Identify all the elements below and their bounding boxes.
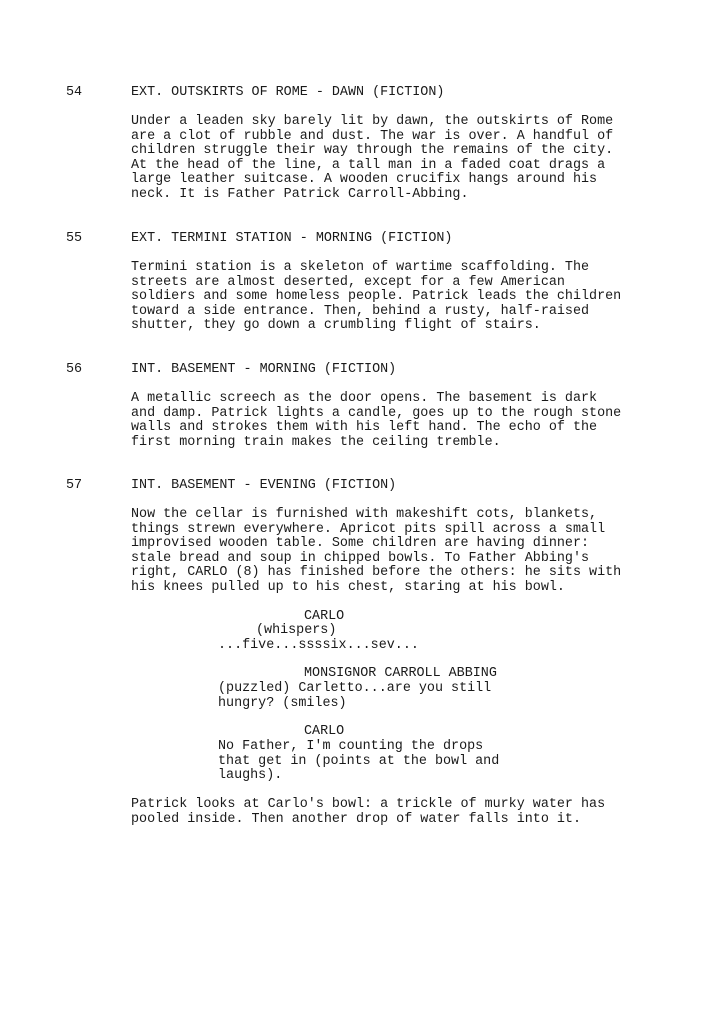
- action-line: Patrick looks at Carlo's bowl: a trickle of murky water has: [131, 797, 606, 812]
- dialogue-line: No Father, I'm counting the drops: [218, 739, 484, 754]
- action-paragraph: [131, 392, 691, 450]
- action-line: At the head of the line, a tall man in a faded coat drags a: [131, 157, 606, 173]
- character-name: MONSIGNOR CARROLL ABBING: [304, 666, 497, 681]
- action-paragraph: [131, 798, 691, 827]
- dialogue-line: laughs).: [218, 768, 283, 784]
- action-line: neck. It is Father Patrick Carroll-Abbing.: [131, 186, 469, 202]
- action-line: things strewn everywhere. Apricot pits spill across a small: [131, 521, 606, 537]
- action-line: A metallic screech as the door opens. The basement is dark: [131, 391, 598, 406]
- scene-number: 57: [66, 478, 83, 493]
- character-name: CARLO: [304, 724, 345, 739]
- action-line: his knees pulled up to his chest, staring at his bowl.: [131, 579, 565, 595]
- action-line: Now the cellar is furnished with makeshift cots, blankets,: [131, 507, 598, 522]
- scene-heading: INT. BASEMENT - EVENING (FICTION): [131, 478, 397, 493]
- action-line: first morning train makes the ceiling tremble.: [131, 434, 501, 450]
- dialogue: [218, 740, 499, 784]
- action-line: Termini station is a skeleton of wartime scaffolding. The: [131, 260, 590, 275]
- scene-number: 56: [66, 362, 83, 377]
- action-line: stale bread and soup in chipped bowls. To Father Abbing's: [131, 550, 590, 566]
- action-line: children struggle their way through the remains of the city.: [131, 143, 614, 159]
- scene-heading: EXT. TERMINI STATION - MORNING (FICTION): [131, 231, 453, 246]
- action-line: shutter, they go down a crumbling flight of stairs.: [131, 318, 541, 334]
- action-line: soldiers and some homeless people. Patrick leads the children: [131, 289, 622, 305]
- action-line: large leather suitcase. A wooden crucifix hangs around his: [131, 172, 598, 188]
- action-line: toward a side entrance. Then, behind a rusty, half-raised: [131, 303, 590, 319]
- dialogue: [218, 682, 491, 711]
- scene-number: 55: [66, 231, 83, 246]
- action-line: are a clot of rubble and dust. The war is over. A handful of: [131, 128, 614, 144]
- action-paragraph: [131, 261, 691, 334]
- action-line: improvised wooden table. Some children are having dinner:: [131, 536, 590, 552]
- dialogue-line: (puzzled) Carletto...are you still: [218, 681, 492, 696]
- action-line: walls and strokes them with his left hand. The echo of the: [131, 420, 598, 436]
- character-name: CARLO: [304, 609, 345, 624]
- scene-heading: INT. BASEMENT - MORNING (FICTION): [131, 362, 397, 377]
- parenthetical: (whispers): [256, 623, 337, 638]
- dialogue-line: that get in (points at the bowl and: [218, 753, 500, 769]
- action-paragraph: [131, 508, 691, 596]
- scene-number: 54: [66, 85, 83, 100]
- action-line: right, CARLO (8) has finished before the others: he sits with: [131, 565, 622, 581]
- action-line: pooled inside. Then another drop of water falls into it.: [131, 811, 581, 827]
- dialogue-line: hungry? (smiles): [218, 695, 347, 711]
- dialogue: [218, 639, 419, 654]
- action-line: and damp. Patrick lights a candle, goes up to the rough stone: [131, 405, 622, 421]
- dialogue-line: ...five...ssssix...sev...: [218, 638, 419, 653]
- scene-heading: EXT. OUTSKIRTS OF ROME - DAWN (FICTION): [131, 85, 445, 100]
- action-paragraph: [131, 115, 691, 203]
- action-line: Under a leaden sky barely lit by dawn, the outskirts of Rome: [131, 114, 614, 129]
- action-line: streets are almost deserted, except for a few American: [131, 274, 565, 290]
